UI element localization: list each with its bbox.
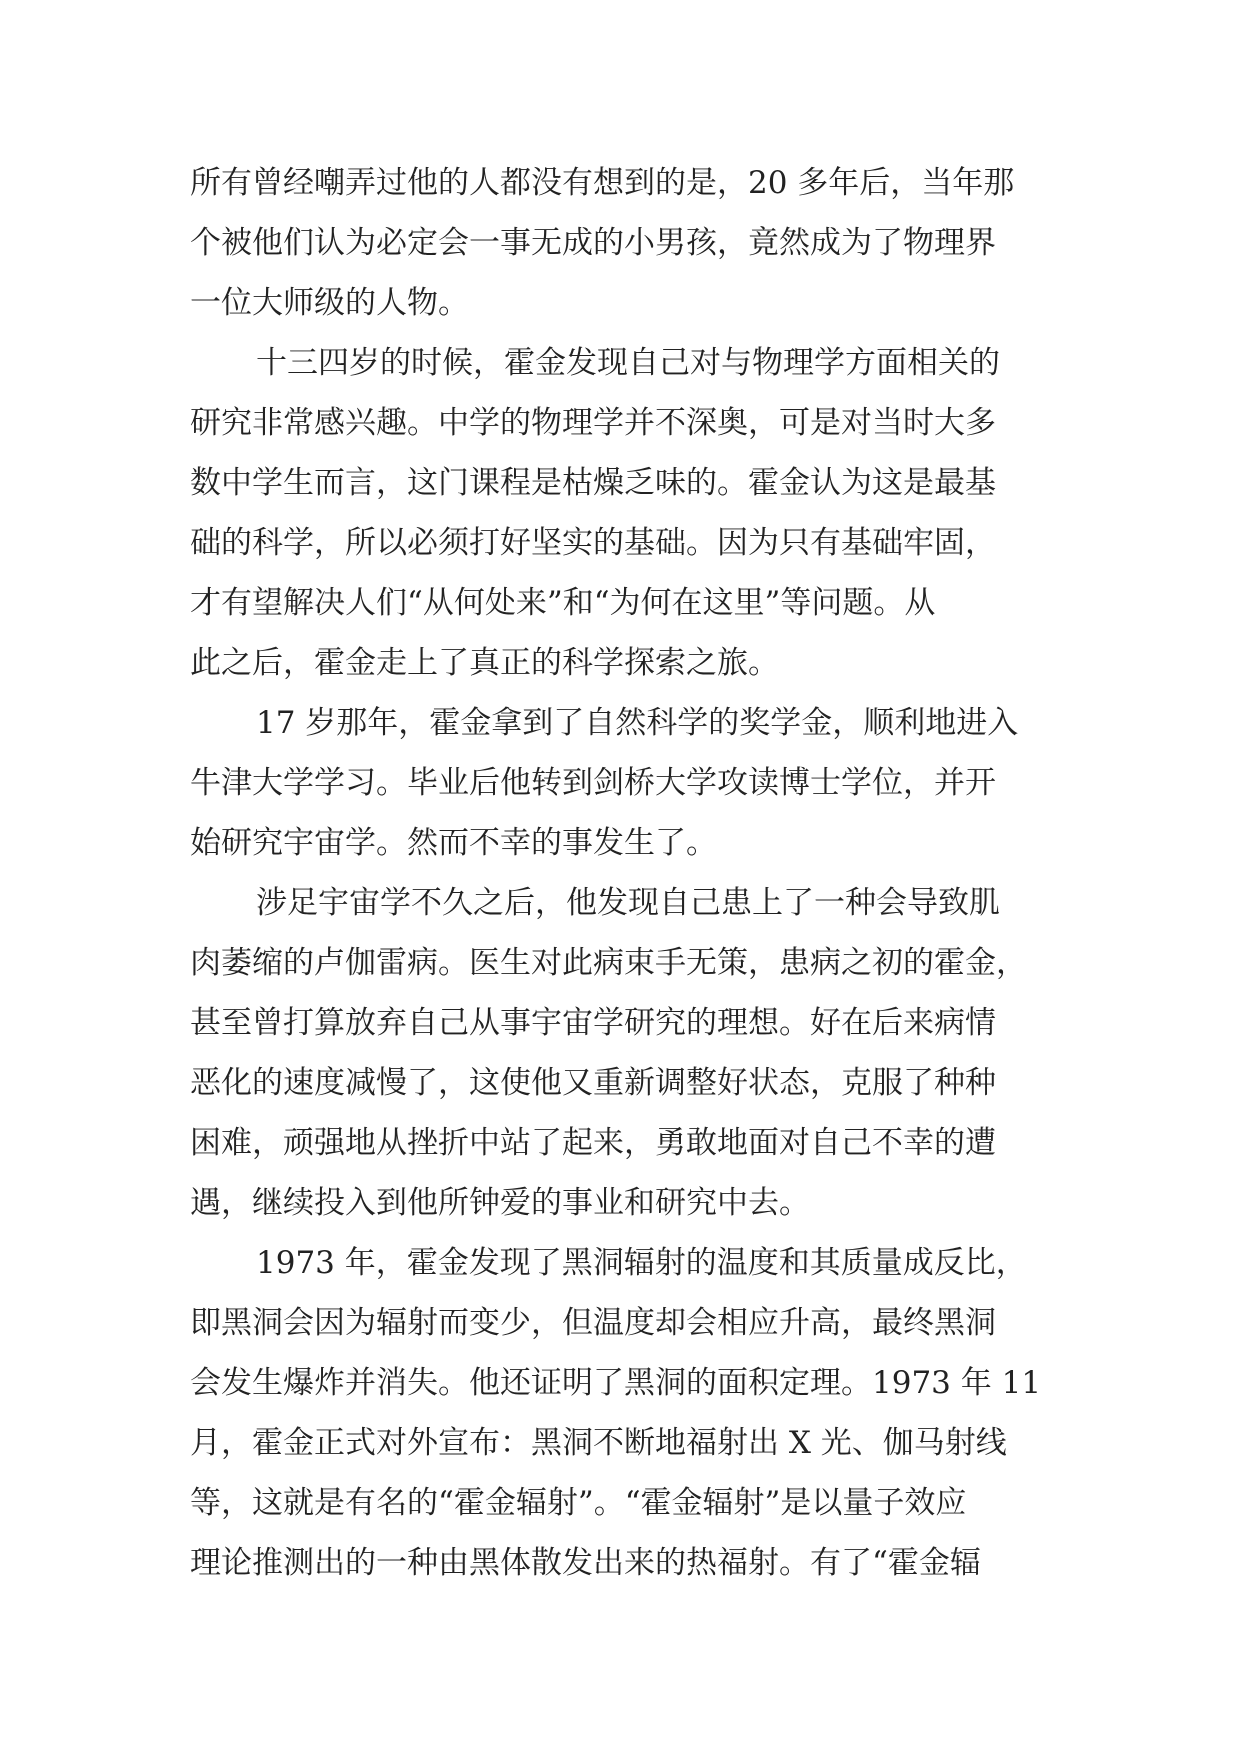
paragraph-first-line: 1973 年，霍金发现了黑洞辐射的温度和其质量成反比， — [256, 1245, 1027, 1281]
text-line: 才有望解决人们“从何处来”和“为何在这里”等问题。从 — [190, 585, 936, 621]
text-line: 遇，继续投入到他所钟爱的事业和研究中去。 — [190, 1185, 810, 1221]
text-line: 即黑洞会因为辐射而变少，但温度却会相应升高，最终黑洞 — [190, 1305, 996, 1341]
text-line: 月，霍金正式对外宣布：黑洞不断地福射出 X 光、伽马射线 — [190, 1425, 1007, 1461]
text-line: 此之后，霍金走上了真正的科学探索之旅。 — [190, 645, 779, 681]
text-line: 肉萎缩的卢伽雷病。医生对此病束手无策，患病之初的霍金， — [190, 945, 1027, 981]
paragraph-first-line: 十三四岁的时候，霍金发现自己对与物理学方面相关的 — [256, 345, 1000, 381]
text-line: 一位大师级的人物。 — [190, 285, 469, 321]
text-line: 础的科学，所以必须打好坚实的基础。因为只有基础牢固， — [190, 525, 996, 561]
text-line: 恶化的速度减慢了，这使他又重新调整好状态，克服了种种 — [190, 1065, 996, 1101]
text-line: 等，这就是有名的“霍金辐射”。“霍金辐射”是以量子效应 — [190, 1485, 967, 1521]
text-line: 会发生爆炸并消失。他还证明了黑洞的面积定理。1973 年 11 — [190, 1365, 1042, 1401]
text-line: 牛津大学学习。毕业后他转到剑桥大学攻读博士学位，并开 — [190, 765, 996, 801]
paragraph-first-line: 涉足宇宙学不久之后，他发现自己患上了一种会导致肌 — [256, 885, 1000, 921]
paragraph-first-line: 17 岁那年，霍金拿到了自然科学的奖学金，顺利地进入 — [256, 705, 1019, 741]
text-line: 研究非常感兴趣。中学的物理学并不深奥，可是对当时大多 — [190, 405, 996, 441]
text-line: 所有曾经嘲弄过他的人都没有想到的是，20 多年后，当年那 — [190, 165, 1015, 201]
text-line: 数中学生而言，这门课程是枯燥乏味的。霍金认为这是最基 — [190, 465, 996, 501]
text-line: 理论推测出的一种由黑体散发出来的热福射。有了“霍金辐 — [190, 1545, 981, 1581]
text-line: 始研究宇宙学。然而不幸的事发生了。 — [190, 825, 717, 861]
text-line: 困难，顽强地从挫折中站了起来，勇敢地面对自己不幸的遭 — [190, 1125, 996, 1161]
text-line: 个被他们认为必定会一事无成的小男孩，竟然成为了物理界 — [190, 225, 996, 261]
text-line: 甚至曾打算放弃自己从事宇宙学研究的理想。好在后来病情 — [190, 1005, 996, 1041]
